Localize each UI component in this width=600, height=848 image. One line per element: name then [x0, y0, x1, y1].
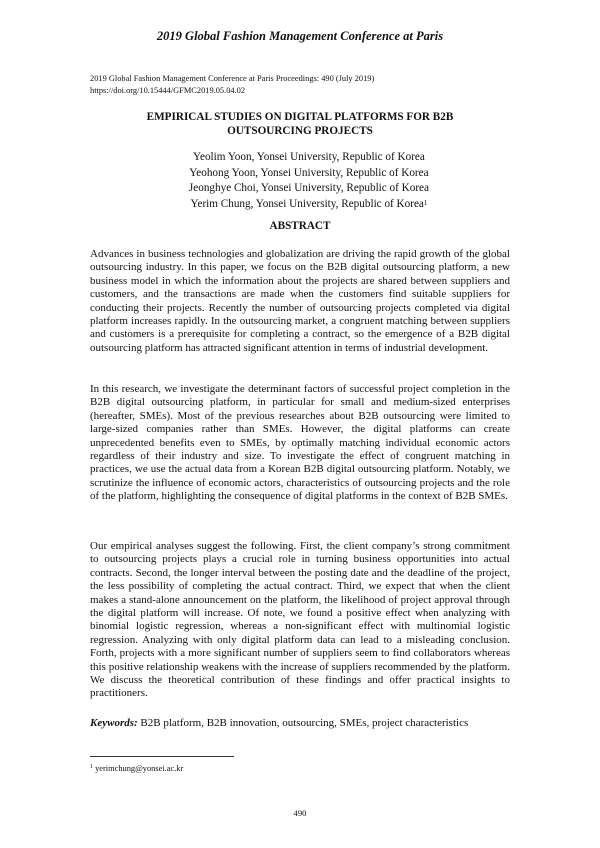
abstract-paragraph: In this research, we investigate the determinant factors of successful project completion in the B2B digital outsourcing platform, in particular for small and medium-sized enterprises (hereafter, SMEs). Most of the previous researches about B2B outsourcing were limited to large-sized companies rather than SMEs. However, the digital platforms can create unprecedented benefits even to SMEs, by optimally matching individual economic actors regardless of their industry and size. To investigate the effect of congruent matching in practices, we use the actual data from a Korean B2B digital outsourcing platform. Notably, we scrutinize the influence of economic actors, characteristics of outsourcing projects and the role of the platform, highlighting the consequence of digital platforms in the context of B2B SMEs. — [90, 383, 510, 503]
keywords-text: B2B platform, B2B innovation, outsourcing, SMEs, project characteristics — [137, 717, 469, 729]
abstract-heading: ABSTRACT — [269, 220, 331, 232]
title-line-1: EMPIRICAL STUDIES ON DIGITAL PLATFORMS FOR B2B — [146, 111, 454, 123]
author-name: Yerim Chung, Yonsei University, Republic of Korea — [190, 197, 424, 210]
page-number: 490 — [293, 808, 307, 818]
author-line: Jeonghye Choi, Yonsei University, Republic of Korea — [188, 182, 429, 194]
abstract-paragraph: Our empirical analyses suggest the following. First, the client company’s strong commitment to outsourcing projects plays a crucial role in turning business opportunities into actual contracts. Second, the longer interval between the posting date and the deadline of the project, the less possibility of completing the actual contract. Third, we expect that when the client makes a stand-alone announcement on the platform, the likelihood of project approval through the digital platform will increase. Of note, we found a positive effect when analyzing with binomial logistic regression, whereas a non-significant effect with multinomial logistic regression. Analyzing with only digital platform data can lead to a misleading conclusion. Forth, projects with a more significant number of suppliers seem to find collaborators whereas this positive relationship weakens with the increase of suppliers recommended by the platform. We discuss the theoretical contribution of these findings and offer practical insights to practitioners. — [90, 540, 510, 700]
citation-block — [90, 73, 374, 96]
keywords-line — [90, 717, 510, 730]
author-line — [189, 197, 429, 213]
footnote — [90, 764, 183, 773]
footnote-email: yerimchung@yonsei.ac.kr — [93, 764, 184, 773]
footnote-divider — [90, 756, 234, 757]
doi-link[interactable]: https://doi.org/10.15444/GFMC2019.05.04.02 — [90, 85, 246, 95]
title-line-2: OUTSOURCING PROJECTS — [227, 125, 373, 137]
keywords-label: Keywords: — [90, 717, 138, 729]
paper-title — [90, 110, 510, 138]
abstract-paragraph: Advances in business technologies and globalization are driving the rapid growth of the global outsourcing industry. In this paper, we focus on the B2B digital outsourcing platform, a new business model in which the information about the projects are shared between suppliers and customers, and the transactions are made when the customers find suitable suppliers for conducting their projects. Recently the number of outsourcing projects completed via digital platform increases rapidly. In the outsourcing market, a congruent matching between suppliers and customers is a prerequisite for completing a contract, so the emergence of a B2B digital outsourcing platform has attracted significant attention in terms of industrial development. — [90, 248, 510, 354]
author-line: Yeolim Yoon, Yonsei University, Republic of Korea — [193, 151, 425, 163]
footnote-number: 1 — [90, 764, 93, 770]
proceedings-line: 2019 Global Fashion Management Conference at Paris Proceedings: 490 (July 2019) — [90, 74, 375, 83]
author-list — [189, 150, 429, 212]
conference-header: 2019 Global Fashion Management Conference at Paris — [156, 29, 444, 43]
author-line: Yeohong Yoon, Yonsei University, Republic of Korea — [189, 166, 429, 179]
footnote-marker: 1 — [423, 198, 428, 207]
